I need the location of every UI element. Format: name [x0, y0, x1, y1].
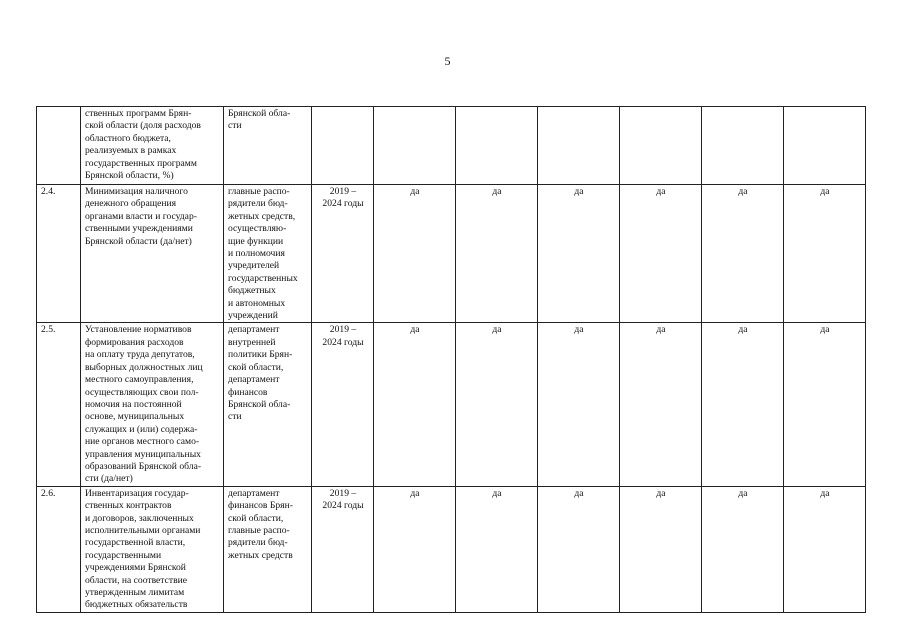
responsible-executor: департамент внутренней политики Брян- ской области, департамент финансов Брянской обла- сти	[224, 323, 312, 486]
value-cell: да	[784, 185, 866, 323]
value-cell: да	[456, 486, 538, 612]
row-number: 2.4.	[37, 185, 81, 323]
responsible-executor: главные распо- рядители бюд- жетных средств, осуществляю- щие функции и полномочия учредителей государственных бюджетных и автономных учреждений	[224, 185, 312, 323]
table-row	[37, 185, 866, 323]
measures-table	[36, 106, 866, 613]
page-number: 5	[444, 54, 451, 68]
row-number	[37, 107, 81, 185]
value-cell: да	[456, 323, 538, 486]
value-cell: да	[784, 486, 866, 612]
value-cell: да	[374, 323, 456, 486]
value-cell: да	[620, 185, 702, 323]
table-row	[37, 486, 866, 612]
value-cell	[620, 107, 702, 185]
measure-name: Минимизация наличного денежного обращения органами власти и государ- ственными учреждениями Брянской области (да/нет)	[81, 185, 224, 323]
implementation-period	[312, 107, 374, 185]
measure-name: ственных программ Брян- ской области (доля расходов областного бюджета, реализуемых в рамках государственных программ Брянской области, %)	[81, 107, 224, 185]
value-cell	[702, 107, 784, 185]
row-number: 2.5.	[37, 323, 81, 486]
value-cell	[456, 107, 538, 185]
value-cell	[538, 107, 620, 185]
value-cell: да	[784, 323, 866, 486]
row-number: 2.6.	[37, 486, 81, 612]
measure-name: Инвентаризация государ- ственных контрактов и договоров, заключенных исполнительными органами государственной власти, государственными учреждениями Брянской области, на соответствие утвержденным лимитам бюджетных обязательств	[81, 486, 224, 612]
value-cell: да	[620, 486, 702, 612]
value-cell: да	[538, 323, 620, 486]
value-cell: да	[456, 185, 538, 323]
measure-name: Установление нормативов формирования расходов на оплату труда депутатов, выборных должностных лиц местного самоуправления, осуществляющих свои пол- номочия на постоянной основе, муниципальных служащих и (или) содержа- ние органов местного само- управления муниципальных образований Брянской обла- сти (да/нет)	[81, 323, 224, 486]
value-cell: да	[538, 486, 620, 612]
responsible-executor: Брянской обла- сти	[224, 107, 312, 185]
responsible-executor: департамент финансов Брян- ской области, главные распо- рядители бюд- жетных средств	[224, 486, 312, 612]
value-cell	[374, 107, 456, 185]
value-cell: да	[374, 185, 456, 323]
value-cell: да	[620, 323, 702, 486]
table-row	[37, 107, 866, 185]
table-row	[37, 323, 866, 486]
implementation-period: 2019 – 2024 годы	[312, 486, 374, 612]
value-cell: да	[374, 486, 456, 612]
value-cell: да	[702, 323, 784, 486]
value-cell: да	[538, 185, 620, 323]
implementation-period: 2019 – 2024 годы	[312, 323, 374, 486]
implementation-period: 2019 – 2024 годы	[312, 185, 374, 323]
value-cell	[784, 107, 866, 185]
value-cell: да	[702, 185, 784, 323]
value-cell: да	[702, 486, 784, 612]
